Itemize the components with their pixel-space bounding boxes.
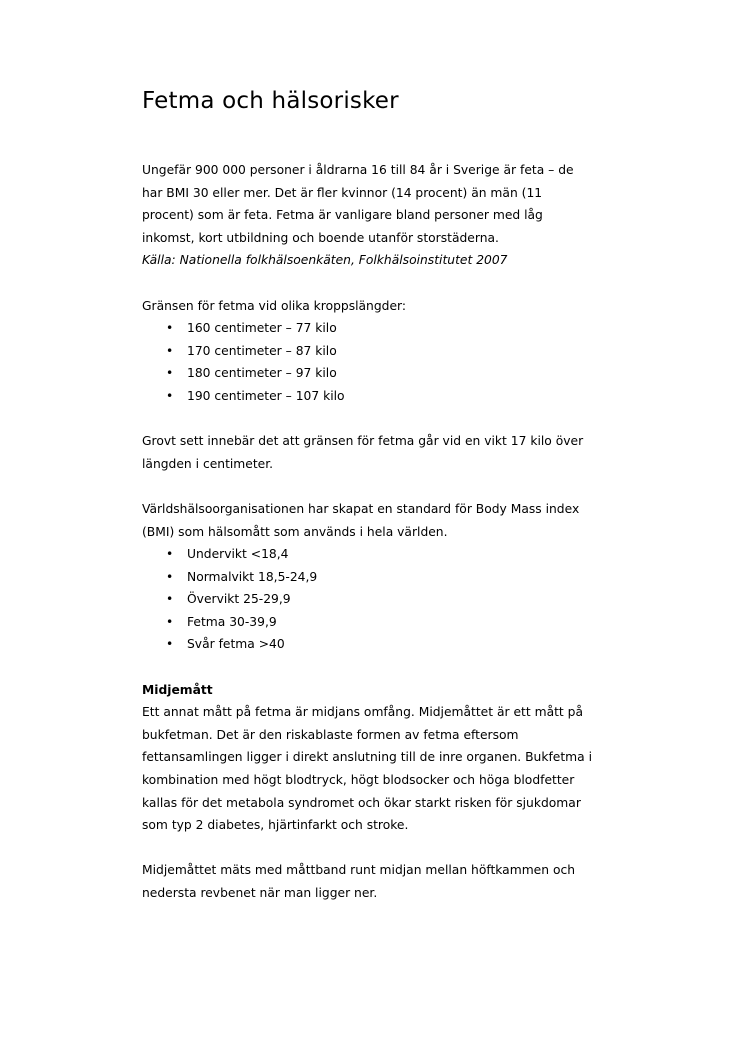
spacer (142, 408, 612, 431)
intro-line: procent) som är feta. Fetma är vanligare bland personer med låg (142, 208, 543, 223)
spacer (142, 837, 612, 860)
measure-paragraph (142, 859, 612, 904)
bullet-icon: • (166, 569, 174, 584)
waist-line: fettansamlingen ligger i direkt anslutning till de inre organen. Bukfetma i (142, 750, 593, 765)
bullet-icon: • (166, 388, 174, 403)
bullet-icon: • (166, 614, 174, 629)
intro-paragraph (142, 159, 612, 272)
waist-line: Ett annat mått på fetma är midjans omfång. Midjemåttet är ett mått på (142, 705, 584, 720)
list-item-text: 180 centimeter – 97 kilo (187, 366, 337, 381)
waist-line: kallas för det metabola syndromet och ökar starkt risken för sjukdomar (142, 795, 581, 810)
intro-line: Ungefär 900 000 personer i åldrarna 16 till 84 år i Sverige är feta – de (142, 163, 574, 177)
spacer (142, 656, 612, 679)
list-item-text: Normalvikt 18,5-24,9 (187, 569, 318, 584)
measure-line: Midjemåttet mäts med måttband runt midjan mellan höftkammen och (142, 863, 576, 878)
who-line: (BMI) som hälsomått som används i hela världen. (142, 524, 448, 539)
bullet-icon: • (166, 592, 174, 607)
rule-line: Grovt sett innebär det att gränsen för fetma går vid en vikt 17 kilo över (142, 434, 584, 449)
list-item (142, 566, 612, 589)
waist-paragraph (142, 701, 612, 837)
list-item-text: 160 centimeter – 77 kilo (187, 321, 337, 336)
list-item (142, 588, 612, 611)
page-title: Fetma och hälsorisker (142, 88, 399, 114)
limits-list (142, 317, 612, 407)
list-item (142, 362, 612, 385)
spacer (142, 272, 612, 295)
list-item-text: 170 centimeter – 87 kilo (187, 343, 337, 358)
list-item (142, 611, 612, 634)
bullet-icon: • (166, 366, 174, 381)
list-item-text: Övervikt 25-29,9 (187, 592, 291, 607)
document-body (142, 159, 612, 905)
waist-heading: Midjemått (142, 682, 213, 697)
spacer (142, 475, 612, 498)
list-item (142, 317, 612, 340)
limits-heading: Gränsen för fetma vid olika kroppslängder: (142, 298, 407, 313)
source-citation: Källa: Nationella folkhälsoenkäten, Folkhälsoinstitutet 2007 (142, 253, 508, 268)
list-item (142, 340, 612, 363)
bullet-icon: • (166, 321, 174, 336)
who-paragraph (142, 498, 612, 543)
waist-line: bukfetman. Det är den riskablaste formen av fetma eftersom (142, 727, 519, 742)
rule-line: längden i centimeter. (142, 456, 274, 471)
rule-paragraph (142, 430, 612, 475)
waist-line: som typ 2 diabetes, hjärtinfarkt och stroke. (142, 818, 409, 833)
bullet-icon: • (166, 547, 174, 562)
bullet-icon: • (166, 637, 174, 652)
list-item (142, 543, 612, 566)
intro-line: inkomst, kort utbildning och boende utanför storstäderna. (142, 230, 499, 245)
measure-line: nedersta revbenet när man ligger ner. (142, 886, 378, 900)
who-line: Världshälsoorganisationen har skapat en standard för Body Mass index (142, 501, 580, 516)
list-item-text: Svår fetma >40 (187, 637, 285, 652)
list-item-text: Fetma 30-39,9 (187, 614, 277, 629)
waist-line: kombination med högt blodtryck, högt blodsocker och höga blodfetter (142, 773, 575, 788)
list-item-text: 190 centimeter – 107 kilo (187, 388, 345, 403)
bullet-icon: • (166, 343, 174, 358)
list-item-text: Undervikt <18,4 (187, 547, 289, 562)
list-item (142, 633, 612, 656)
bmi-classes-list (142, 543, 612, 656)
list-item (142, 385, 612, 408)
intro-line: har BMI 30 eller mer. Det är fler kvinnor (14 procent) än män (11 (142, 185, 543, 200)
